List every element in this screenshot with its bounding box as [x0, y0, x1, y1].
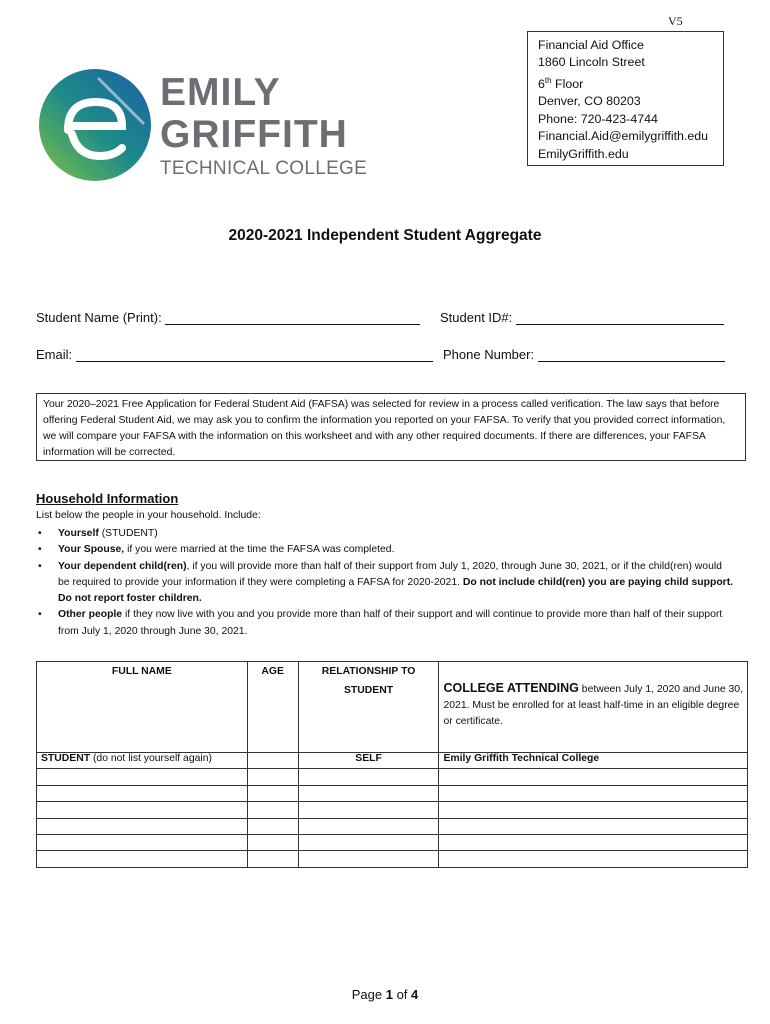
student-age-cell[interactable] — [247, 753, 298, 769]
table-row-student — [37, 753, 748, 769]
document-title: 2020-2021 Independent Student Aggregate — [228, 227, 542, 244]
table-row[interactable] — [37, 802, 748, 818]
office-floor: 6th Floor — [538, 75, 584, 91]
student-relationship-cell: SELF — [298, 753, 439, 769]
student-name-field[interactable]: Student Name (Print): — [36, 310, 420, 325]
office-website: EmilyGriffith.edu — [538, 146, 629, 161]
list-item: • Other people if they now live with you and you provide more than half of their support and will continue to provide more than half of their support from July 1, 2020 through June 30, 2021. — [36, 607, 736, 640]
page-footer: Page 1 of 4 — [351, 987, 419, 1002]
household-table — [36, 661, 748, 868]
list-item: • Your dependent child(ren), if you will provide more than half of their support from July 1, 2020, through June 30, 2021, or if the child(ren) would be required to provide your information if they were completing a FAFSA for 2020-2021. Do not include child(ren) you are paying child support. Do not report foster children. — [36, 559, 736, 608]
student-name-cell: STUDENT (do not list yourself again) — [37, 753, 248, 769]
table-header-row — [37, 662, 748, 753]
household-title: Household Information — [36, 491, 179, 506]
email-field[interactable]: Email: — [36, 347, 433, 362]
office-name: Financial Aid Office — [538, 38, 644, 52]
header-relationship: RELATIONSHIP TO STUDENT — [298, 662, 439, 753]
office-address-box — [527, 31, 724, 166]
verification-notice: Your 2020–2021 Free Application for Federal Student Aid (FAFSA) was selected for review in a process called verification. The law says that before offering Federal Student Aid, we may ask you to confirm the information you reported on your FAFSA. To verify that you provided correct information, we will compare your FAFSA with the information on this worksheet and with any other required documents. If there are differences, your FAFSA information will be corrected. — [36, 393, 746, 461]
header-college-attending: COLLEGE ATTENDING between July 1, 2020 and June 30, 2021. Must be enrolled for at least half-time in an eligible degree or certificate. — [439, 662, 748, 753]
college-logo-icon — [38, 68, 153, 183]
table-row[interactable] — [37, 818, 748, 834]
office-email: Financial.Aid@emilygriffith.edu — [538, 129, 709, 144]
list-item: • Yourself (STUDENT) — [36, 526, 736, 542]
list-item: • Your Spouse, if you were married at the time the FAFSA was completed. — [36, 542, 736, 558]
household-bullet-list — [36, 526, 736, 640]
table-row[interactable] — [37, 834, 748, 850]
office-city: Denver, CO 80203 — [538, 94, 641, 109]
student-college-cell: Emily Griffith Technical College — [439, 753, 748, 769]
version-label: V5 — [668, 14, 683, 28]
table-row[interactable] — [37, 769, 748, 785]
college-logo-text — [160, 72, 367, 180]
logo-line-emily: EMILY — [160, 71, 281, 114]
office-street: 1860 Lincoln Street — [538, 55, 645, 70]
office-phone: Phone: 720-423-4744 — [538, 111, 658, 126]
household-intro: List below the people in your household. Include: — [36, 510, 261, 521]
phone-number-field[interactable]: Phone Number: — [443, 347, 725, 362]
table-row[interactable] — [37, 785, 748, 801]
header-full-name: FULL NAME — [37, 662, 248, 753]
logo-line-technical: TECHNICAL COLLEGE — [160, 158, 368, 179]
logo-line-griffith: GRIFFITH — [160, 113, 348, 156]
student-id-field[interactable]: Student ID#: — [440, 310, 724, 325]
table-row[interactable] — [37, 851, 748, 867]
header-age: AGE — [247, 662, 298, 753]
